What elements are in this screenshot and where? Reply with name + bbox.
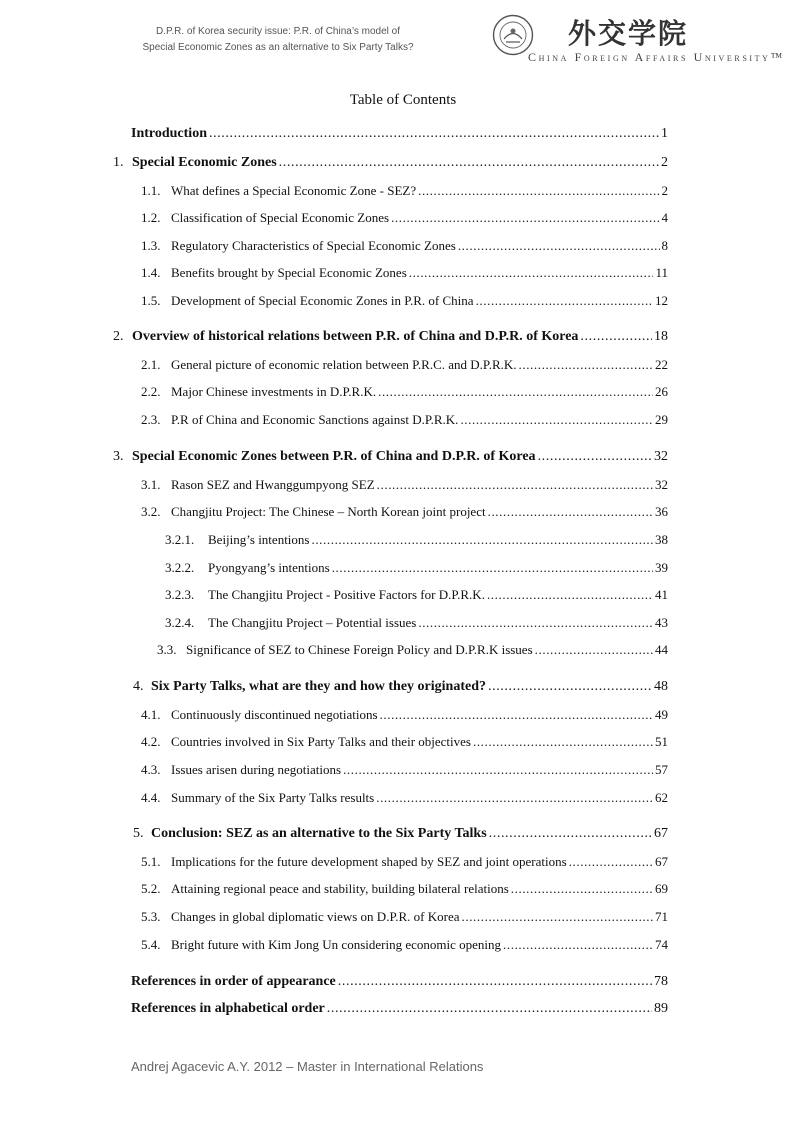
toc-entry-3-2-1[interactable]: [165, 532, 668, 548]
header-title-line-1: D.P.R. of Korea security issue: P.R. of China’s model of: [155, 26, 400, 37]
toc-entry-introduction[interactable]: [131, 126, 668, 142]
toc-entry-label: Changjitu Project: The Chinese – North Korean joint project: [171, 504, 486, 519]
toc-page-number: 67: [654, 826, 668, 841]
toc-page-number: 36: [655, 504, 668, 519]
toc-leader-dots: [458, 238, 660, 254]
toc-leader-dots: [488, 679, 652, 695]
toc-entry-2-1[interactable]: [141, 357, 668, 373]
toc-entry-label: Summary of the Six Party Talks results: [171, 790, 375, 805]
toc-entry-3-2[interactable]: [141, 504, 668, 520]
toc-entry-1-2[interactable]: [141, 210, 668, 226]
toc-entry-label: Continuously discontinued negotiations: [171, 707, 378, 722]
toc-page-number: 41: [655, 587, 668, 602]
toc-entry-3-1[interactable]: [141, 477, 668, 493]
toc-page-number: 29: [655, 412, 668, 427]
toc-entry-2-3[interactable]: [141, 412, 668, 428]
toc-leader-dots: [503, 937, 653, 953]
toc-leader-dots: [327, 1001, 652, 1017]
toc-leader-dots: [535, 642, 653, 658]
toc-page-number: 57: [655, 762, 668, 777]
toc-page-number: 18: [654, 329, 668, 344]
toc-entry-4-3[interactable]: [141, 762, 668, 778]
toc-entry-label: Rason SEZ and Hwanggumpyong SEZ: [171, 477, 375, 492]
toc-entry-label: References in order of appearance: [131, 974, 336, 989]
toc-page-number: 26: [655, 384, 668, 399]
toc-leader-dots: [460, 412, 653, 428]
toc-entry-references-appearance[interactable]: [131, 974, 668, 990]
toc-entry-label: General picture of economic relation between P.R.C. and D.P.R.K.: [171, 357, 517, 372]
toc-page-number: 22: [655, 357, 668, 372]
toc-entry-number: 4.4.: [141, 790, 161, 805]
toc-leader-dots: [376, 790, 653, 806]
toc-entry-number: 5.2.: [141, 881, 161, 896]
toc-entry-label: Countries involved in Six Party Talks and their objectives: [171, 734, 471, 749]
toc-entry-label: Benefits brought by Special Economic Zones: [171, 265, 407, 280]
university-logo-chinese: 外交学院: [568, 17, 689, 50]
toc-entry-1-1[interactable]: [141, 183, 668, 199]
toc-entry-label: Development of Special Economic Zones in P.R. of China: [171, 293, 474, 308]
toc-entry-number: 3.2.1.: [165, 532, 195, 547]
toc-entry-label: What defines a Special Economic Zone - SEZ?: [171, 183, 417, 198]
toc-entry-number: 1.2.: [141, 210, 161, 225]
toc-entry-number: 1.: [113, 155, 124, 170]
toc-leader-dots: [473, 734, 653, 750]
toc-entry-2[interactable]: [113, 329, 668, 345]
toc-leader-dots: [580, 329, 652, 345]
toc-entry-4[interactable]: [133, 679, 668, 695]
toc-leader-dots: [209, 126, 659, 142]
toc-entry-label: Pyongyang’s intentions: [208, 560, 330, 575]
toc-leader-dots: [378, 384, 653, 400]
toc-entry-3-2-3[interactable]: [165, 587, 668, 603]
toc-page-number: 48: [654, 679, 668, 694]
toc-page-number: 49: [655, 707, 668, 722]
toc-entry-3-2-2[interactable]: [165, 560, 668, 576]
toc-page-number: 32: [655, 477, 668, 492]
toc-page-number: 74: [655, 937, 668, 952]
toc-entry-number: 1.5.: [141, 293, 161, 308]
toc-entry-2-2[interactable]: [141, 384, 668, 400]
toc-page-number: 1: [661, 126, 668, 141]
toc-page-number: 89: [654, 1001, 668, 1016]
toc-page-number: 8: [661, 238, 668, 253]
toc-entry-label: Bright future with Kim Jong Un considering economic opening: [171, 937, 502, 952]
toc-entry-1-4[interactable]: [141, 265, 668, 281]
toc-entry-4-2[interactable]: [141, 734, 668, 750]
toc-heading: Table of Contents: [349, 92, 457, 108]
toc-entry-label: Significance of SEZ to Chinese Foreign Policy and D.P.R.K issues: [186, 642, 533, 657]
toc-entry-number: 3.2.4.: [165, 615, 195, 630]
toc-leader-dots: [409, 265, 654, 281]
toc-leader-dots: [377, 477, 653, 493]
toc-entry-label: Conclusion: SEZ as an alternative to the Six Party Talks: [151, 826, 487, 841]
toc-entry-label: Implications for the future development shaped by SEZ and joint operations: [171, 854, 567, 869]
toc-entry-number: 5.4.: [141, 937, 161, 952]
toc-entry-label: Beijing’s intentions: [208, 532, 310, 547]
toc-entry-label: Major Chinese investments in D.P.R.K.: [171, 384, 377, 399]
toc-entry-5-4[interactable]: [141, 937, 668, 953]
toc-entry-1-5[interactable]: [141, 293, 668, 309]
toc-entry-number: 3.1.: [141, 477, 161, 492]
toc-page-number: 67: [655, 854, 668, 869]
toc-entry-5-2[interactable]: [141, 881, 668, 897]
toc-entry-number: 1.3.: [141, 238, 161, 253]
toc-entry-label: Changes in global diplomatic views on D.P.R. of Korea: [171, 909, 460, 924]
toc-entry-5-1[interactable]: [141, 854, 668, 870]
toc-entry-number: 1.4.: [141, 265, 161, 280]
toc-entry-number: 1.1.: [141, 183, 161, 198]
toc-entry-label: Attaining regional peace and stability, building bilateral relations: [171, 881, 509, 896]
toc-entry-3-3[interactable]: [157, 642, 668, 658]
toc-page-number: 43: [655, 615, 668, 630]
toc-leader-dots: [462, 909, 654, 925]
toc-entry-3[interactable]: [113, 449, 668, 465]
toc-entry-label: Six Party Talks, what are they and how they originated?: [151, 679, 486, 694]
toc-entry-label: P.R of China and Economic Sanctions against D.P.R.K.: [171, 412, 459, 427]
header-title-line-2: Special Economic Zones as an alternative to Six Party Talks?: [142, 42, 414, 53]
toc-page-number: 51: [655, 734, 668, 749]
page-footer: Andrej Agacevic A.Y. 2012 – Master in International Relations: [131, 1059, 484, 1074]
toc-page-number: 38: [655, 532, 668, 547]
toc-page-number: 62: [655, 790, 668, 805]
toc-leader-dots: [489, 826, 652, 842]
toc-leader-dots: [311, 532, 653, 548]
toc-leader-dots: [338, 974, 652, 990]
toc-page-number: 69: [655, 881, 668, 896]
toc-entry-number: 2.2.: [141, 384, 161, 399]
toc-leader-dots: [332, 560, 653, 576]
toc-page-number: 12: [655, 293, 668, 308]
toc-entry-label: The Changjitu Project - Positive Factors for D.P.R.K.: [208, 587, 485, 602]
toc-entry-label: Special Economic Zones: [132, 155, 277, 170]
toc-leader-dots: [519, 357, 654, 373]
toc-page-number: 11: [655, 265, 668, 280]
running-header-title: [128, 24, 428, 56]
toc-entry-number: 3.2.3.: [165, 587, 195, 602]
toc-page-number: 32: [654, 449, 668, 464]
toc-entry-1[interactable]: [113, 155, 668, 171]
toc-entry-number: 5.: [133, 826, 144, 841]
toc-leader-dots: [476, 293, 653, 309]
toc-entry-4-4[interactable]: [141, 790, 668, 806]
toc-leader-dots: [391, 210, 659, 226]
toc-leader-dots: [343, 762, 653, 778]
toc-entry-label: Regulatory Characteristics of Special Economic Zones: [171, 238, 456, 253]
toc-entry-number: 4.3.: [141, 762, 161, 777]
toc-page-number: 2: [661, 183, 668, 198]
toc-entry-number: 3.2.2.: [165, 560, 195, 575]
toc-entry-references-alphabetical[interactable]: [131, 1001, 668, 1017]
toc-entry-number: 4.2.: [141, 734, 161, 749]
toc-entry-number: 3.2.: [141, 504, 161, 519]
toc-entry-number: 5.3.: [141, 909, 161, 924]
toc-page-number: 4: [661, 210, 668, 225]
toc-entry-4-1[interactable]: [141, 707, 668, 723]
toc-entry-label: Overview of historical relations between P.R. of China and D.P.R. of Korea: [132, 329, 579, 344]
toc-entry-label: Issues arisen during negotiations: [171, 762, 342, 777]
toc-leader-dots: [418, 615, 653, 631]
toc-leader-dots: [418, 183, 659, 199]
toc-entry-number: 2.: [113, 329, 124, 344]
toc-page-number: 71: [655, 909, 668, 924]
toc-entry-5-3[interactable]: [141, 909, 668, 925]
toc-entry-number: 2.1.: [141, 357, 161, 372]
toc-leader-dots: [488, 504, 653, 520]
toc-entry-number: 4.1.: [141, 707, 161, 722]
toc-page-number: 39: [655, 560, 668, 575]
toc-entry-3-2-4[interactable]: [165, 615, 668, 631]
toc-entry-1-3[interactable]: [141, 238, 668, 254]
toc-page-number: 78: [654, 974, 668, 989]
toc-entry-number: 3.3.: [157, 642, 177, 657]
toc-entry-number: 4.: [133, 679, 144, 694]
toc-leader-dots: [511, 881, 653, 897]
toc-entry-label: The Changjitu Project – Potential issues: [208, 615, 417, 630]
toc-leader-dots: [538, 449, 652, 465]
toc-leader-dots: [380, 707, 653, 723]
university-logo-english: China Foreign Affairs University™: [528, 50, 785, 64]
toc-page-number: 44: [655, 642, 668, 657]
toc-entry-number: 5.1.: [141, 854, 161, 869]
toc-entry-5[interactable]: [133, 826, 668, 842]
toc-entry-label: Special Economic Zones between P.R. of China and D.P.R. of Korea: [132, 449, 536, 464]
toc-leader-dots: [487, 587, 653, 603]
toc-entry-number: 2.3.: [141, 412, 161, 427]
toc-entry-label: Introduction: [131, 126, 207, 141]
toc-entry-label: Classification of Special Economic Zones: [171, 210, 390, 225]
toc-leader-dots: [569, 854, 653, 870]
toc-entry-number: 3.: [113, 449, 124, 464]
toc-page-number: 2: [661, 155, 668, 170]
toc-leader-dots: [279, 155, 659, 171]
toc-entry-label: References in alphabetical order: [131, 1001, 325, 1016]
